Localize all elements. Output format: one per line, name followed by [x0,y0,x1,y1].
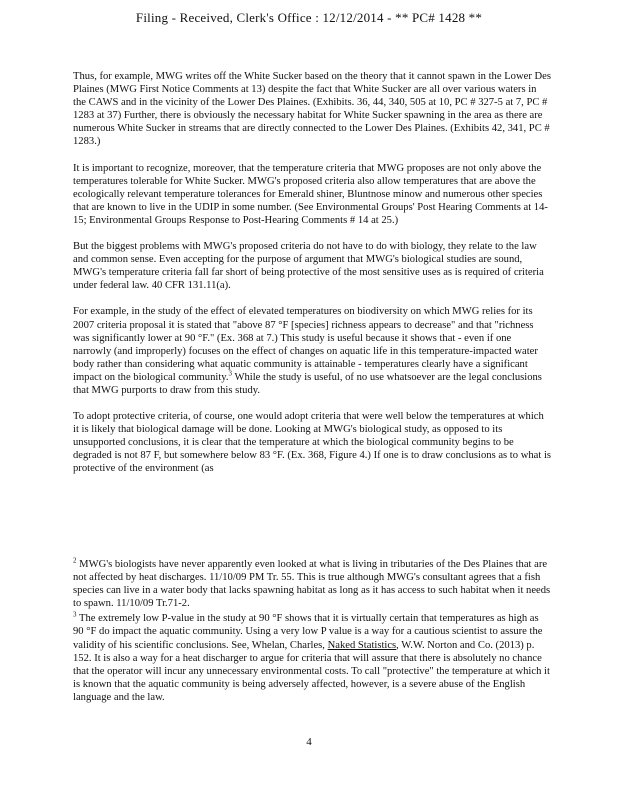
paragraph-text: To adopt protective criteria, of course, one would adopt criteria that were well below the temperatures at which it is likely that biological damage will be done. Looking at MWG's biological study, as opposed to its unsupported conclusions, it is clear that the temperature at which the biological community begins to be degraded is not 87 F, but somewhere below 83 °F. (Ex. 368, Figure 4.) If one is to draw conclusions as to what is protective of the environment (as [73,411,552,475]
paragraph-law-common-sense [73,240,551,292]
footnote-reference: 3 [228,369,233,378]
footnote-text: MWG's biologists have never apparently even looked at what is living in tributaries of the Des Plaines that are not affected by heat discharges. 11/10/09 PM Tr. 55. This is true although MWG's consultant agrees that a fish species can live in a water body that lacks spawning habitat as long as it has access to such habitat when it needs to spawn. 11/10/09 Tr.71-2. [73,559,551,610]
footnotes [73,558,551,706]
paragraph-temperature-criteria [73,162,551,227]
footnote-3 [73,612,551,704]
paragraph-biodiversity-study [73,305,551,397]
footnote-text-tail: , W.W. Norton and Co. (2013) p. 152. It is also a way for a heat discharger to argue for criteria that will assure that there is absolutely no chance that the operator will incur any unnecessary environmental costs. To call "protective" the temperature at which it is known that the aquatic community is being adversely affected, however, is a severe abuse of the English language and the law. [73,639,550,703]
paragraph-text: It is important to recognize, moreover, that the temperature criteria that MWG proposes are not only above the temperatures tolerable for White Sucker. MWG's proposed criteria also allow temperatures that are above the ecologically relevant temperature tolerances for Emerald shiner, Bluntnose minow and numerous other species that are known to live in the UDIP in some number. (See Environmental Groups' Post Hearing Comments at 14-15; Environmental Groups Response to Post-Hearing Comments # 14 at 25.) [73,162,548,226]
body-text [73,70,551,489]
paragraph-text: Thus, for example, MWG writes off the White Sucker based on the theory that it cannot spawn in the Lower Des Plaines (MWG First Notice Comments at 13) despite the fact that White Sucker are all over various waters in the CAWS and in the vicinity of the Lower Des Plaines. (Exhibits. 36, 44, 340, 505 at 10, PC # 327-5 at 7, PC # 1283 at 37) Further, there is obviously the necessary habitat for White Sucker spawning in the area as there are numerous White Sucker in streams that are directly connected to the Lower Des Plaines. (Exhibits 42, 341, PC # 1283.) [73,71,551,148]
footnote-number: 2 [73,556,77,565]
page-number: 4 [306,736,312,748]
book-title: Naked Statistics [327,639,397,651]
paragraph-text: For example, in the study of the effect of elevated temperatures on biodiversity on which MWG relies for its 2007 criteria proposal it is stated that "above 87 °F [species] richness appears to decrease" and that "richness was significantly lower at 90 °F." (Ex. 368 at 7.) This study is useful because it shows that - even if one narrowly (and improperly) focuses on the effect of changes on aquatic life in this temperature-impacted water body rather than considering what aquatic community is attainable - temperatures clearly have a significant impact on the biological community. [73,306,538,383]
filing-stamp-header: Filing - Received, Clerk's Office : 12/12/2014 - ** PC# 1428 ** [135,10,483,25]
footnote-text: The extremely low P-value in the study at 90 °F shows that it is virtually certain that temperatures as high as 90 °F do impact the aquatic community. Using a very low P value is a way for a cautious scientist to assure the validity of his scientific conclusions. See, Whelan, Charles, [73,613,543,651]
paragraph-text: But the biggest problems with MWG's proposed criteria do not have to do with biology, they relate to the law and common sense. Even accepting for the purpose of argument that MWG's biological studies are sound, MWG's temperature criteria fall far short of being protective of the most sensitive uses as is required of criteria under federal law. 40 CFR 131.11(a). [73,241,544,292]
paragraph-white-sucker [73,70,551,149]
paragraph-protective-criteria [73,410,551,475]
paragraph-text-tail: While the study is useful, of no use whatsoever are the legal conclusions that MWG purports to draw from this study. [73,371,542,396]
footnote-number: 3 [73,610,77,619]
footnote-2 [73,558,551,610]
